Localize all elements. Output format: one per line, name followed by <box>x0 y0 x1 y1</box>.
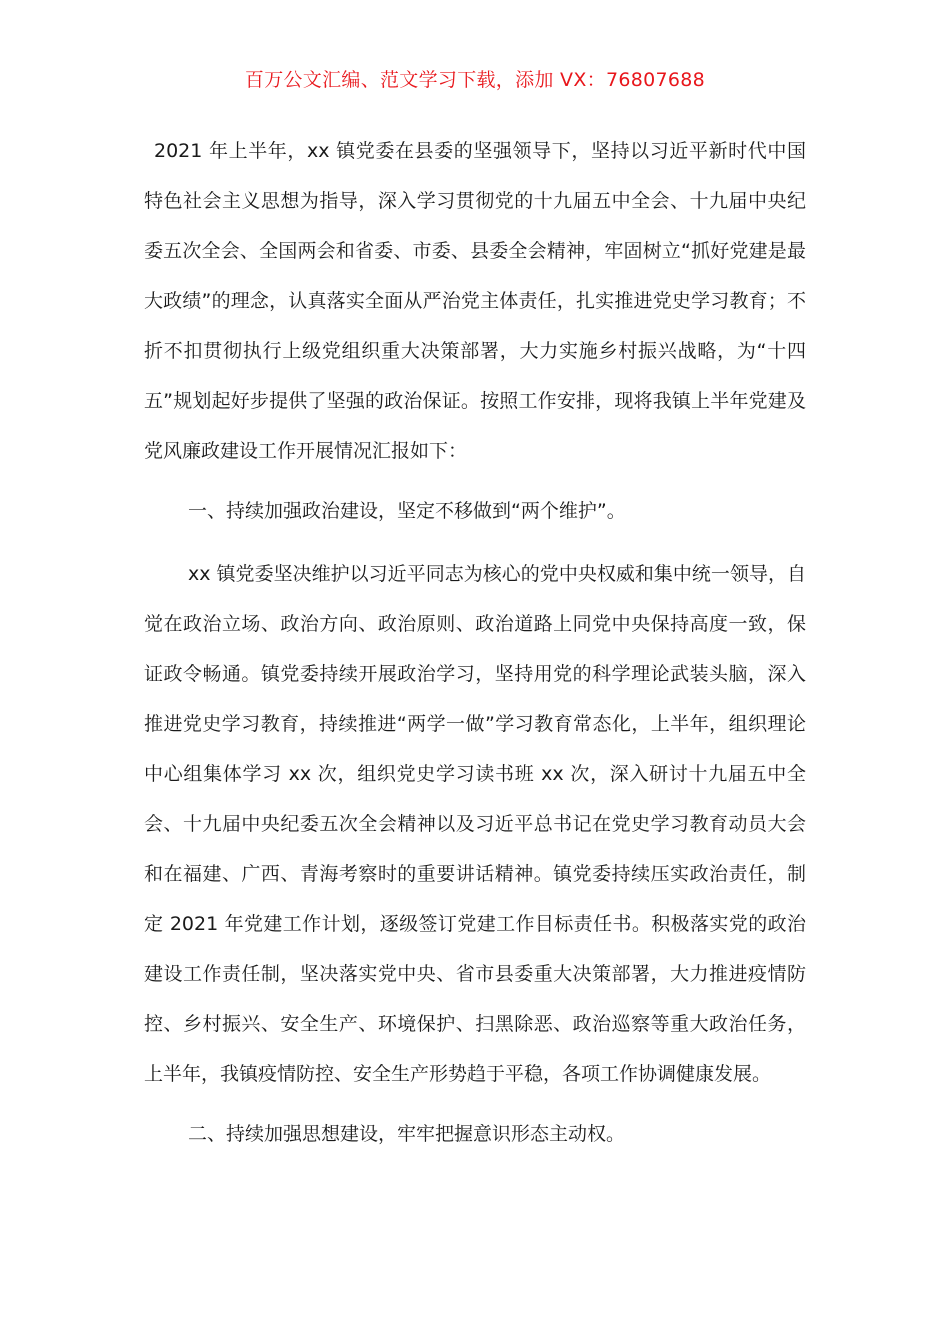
header-banner: 百万公文汇编、范文学习下载，添加 VX：76807688 <box>244 69 706 91</box>
section-1-paragraph: xx 镇党委坚决维护以习近平同志为核心的党中央权威和集中统一领导，自觉在政治立场、政治方向、政治原则、政治道路上同党中央保持高度一致，保证政令畅通。镇党委持续开展政治学习，坚持用党的科学理论武装头脑，深入推进党史学习教育，持续推进“两学一做”学习教育常态化，上半年，组织理论中心组集体学习 xx 次，组织党史学习读书班 xx 次，深入研讨十九届五中全会、十九届中央纪委五次全会精神以及习近平总书记在党史学习教育动员大会和在福建、广西、青海考察时的重要讲话精神。镇党委持续压实政治责任，制定 2021 年党建工作计划，逐级签订党建工作目标责任书。积极落实党的政治建设工作责任制，坚决落实党中央、省市县委重大决策部署，大力推进疫情防控、乡村振兴、安全生产、环境保护、扫黑除恶、政治巡察等重大政治任务，上半年，我镇疫情防控、安全生产形势趋于平稳，各项工作协调健康发展。 <box>144 563 806 1085</box>
section-2-heading: 二、持续加强思想建设，牢牢把握意识形态主动权。 <box>188 1123 626 1145</box>
intro-paragraph: 2021 年上半年，xx 镇党委在县委的坚强领导下，坚持以习近平新时代中国特色社会主义思想为指导，深入学习贯彻党的十九届五中全会、十九届中央纪委五次全会、全国两会和省委、市委、县委全会精神，牢固树立“抓好党建是最大政绩”的理念，认真落实全面从严治党主体责任，扎实推进党史学习教育；不折不扣贯彻执行上级党组织重大决策部署，大力实施乡村振兴战略，为“十四五”规划起好步提供了坚强的政治保证。按照工作安排，现将我镇上半年党建及党风廉政建设工作开展情况汇报如下： <box>144 140 806 462</box>
section-1-heading: 一、持续加强政治建设，坚定不移做到“两个维护”。 <box>188 500 626 522</box>
